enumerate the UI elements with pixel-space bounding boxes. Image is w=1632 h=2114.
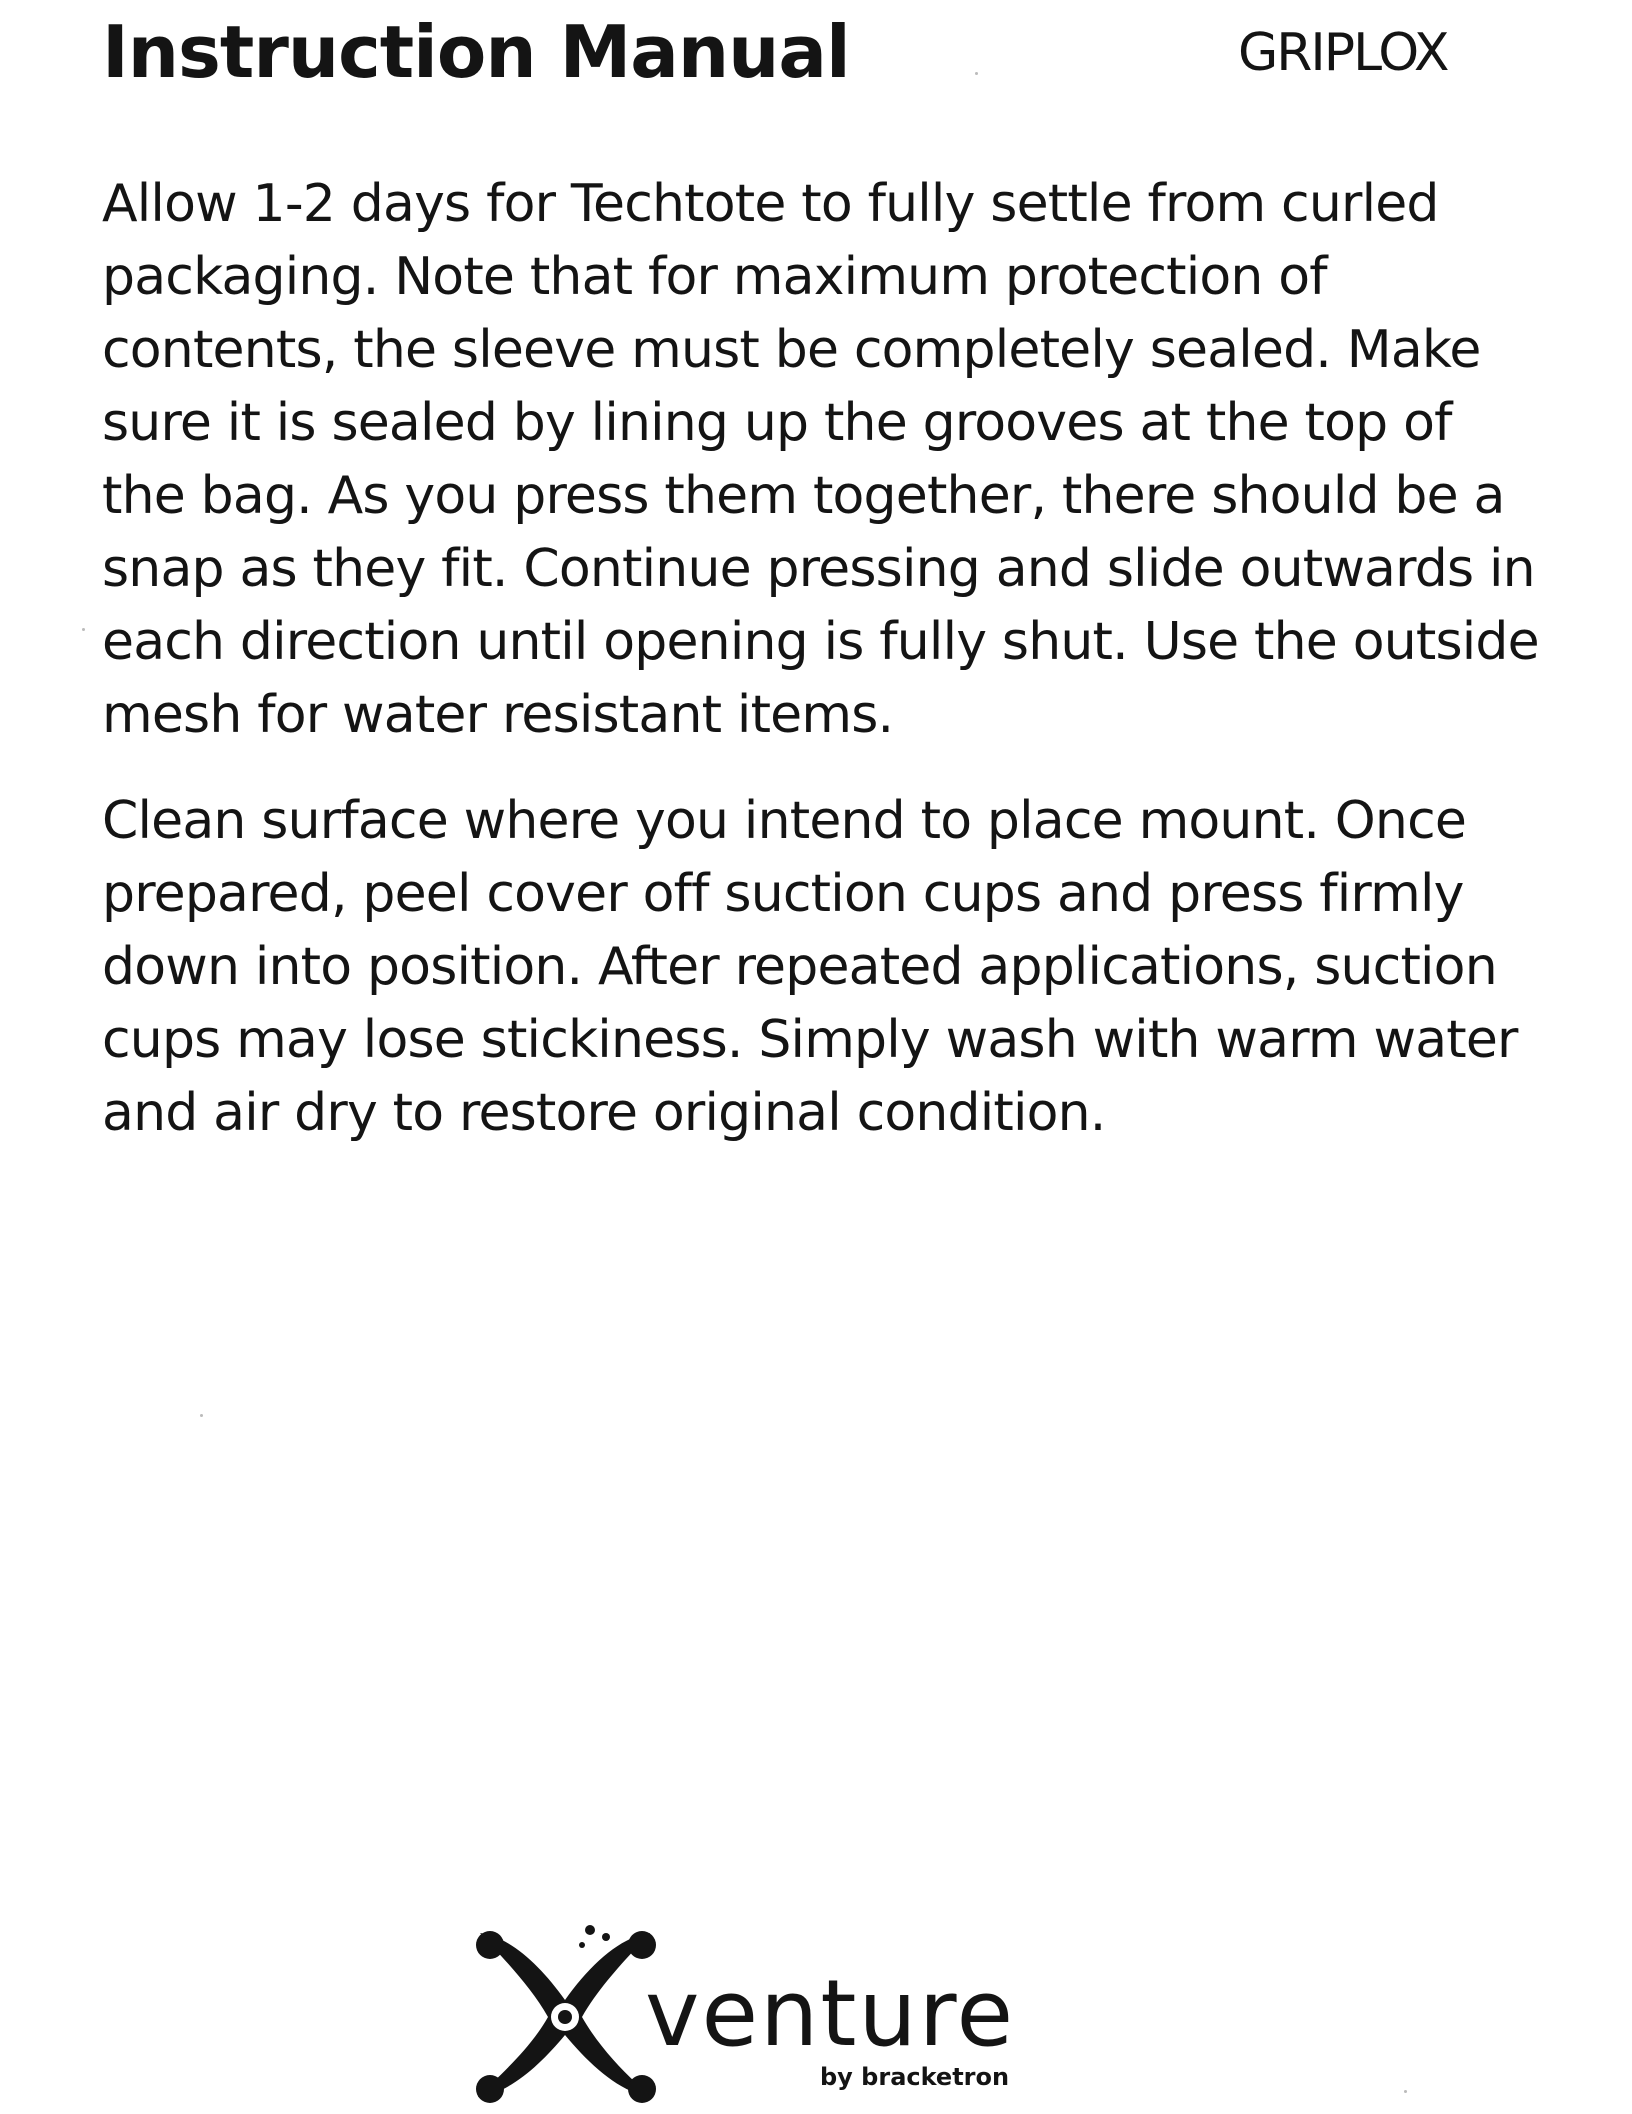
scan-speck xyxy=(1404,2090,1407,2093)
scan-speck xyxy=(200,1414,203,1417)
scan-speck xyxy=(82,628,85,631)
scan-speck xyxy=(975,72,978,75)
page-title: Instruction Manual xyxy=(102,10,850,94)
instruction-paragraph-sealing: Allow 1-2 days for Techtote to fully settle from curled packaging. Note that for maximum protection of contents, the sleeve must be completely sealed. Make sure it is sealed by lining up the grooves at the top of the bag. As you press them together, there should be a snap as they fit. Continue pressing and slide outwards in each direction until opening is fully shut. Use the outside mesh for water resistant items. xyxy=(102,174,1539,745)
instruction-paragraph-mounting: Clean surface where you intend to place mount. Once prepared, peel cover off suction cups and press firmly down into position. After repeated applications, suction cups may lose stickiness. Simply wash with warm water and air dry to restore original condition. xyxy=(102,791,1518,1143)
griplox-logo: GRIPLOX xyxy=(1238,23,1448,83)
xventure-logo xyxy=(470,1925,1170,2105)
bracketron-wordmark: by bracketron xyxy=(820,2063,1010,2091)
venture-wordmark: venture xyxy=(645,1960,1016,2067)
x-mark-icon xyxy=(476,1925,656,2103)
